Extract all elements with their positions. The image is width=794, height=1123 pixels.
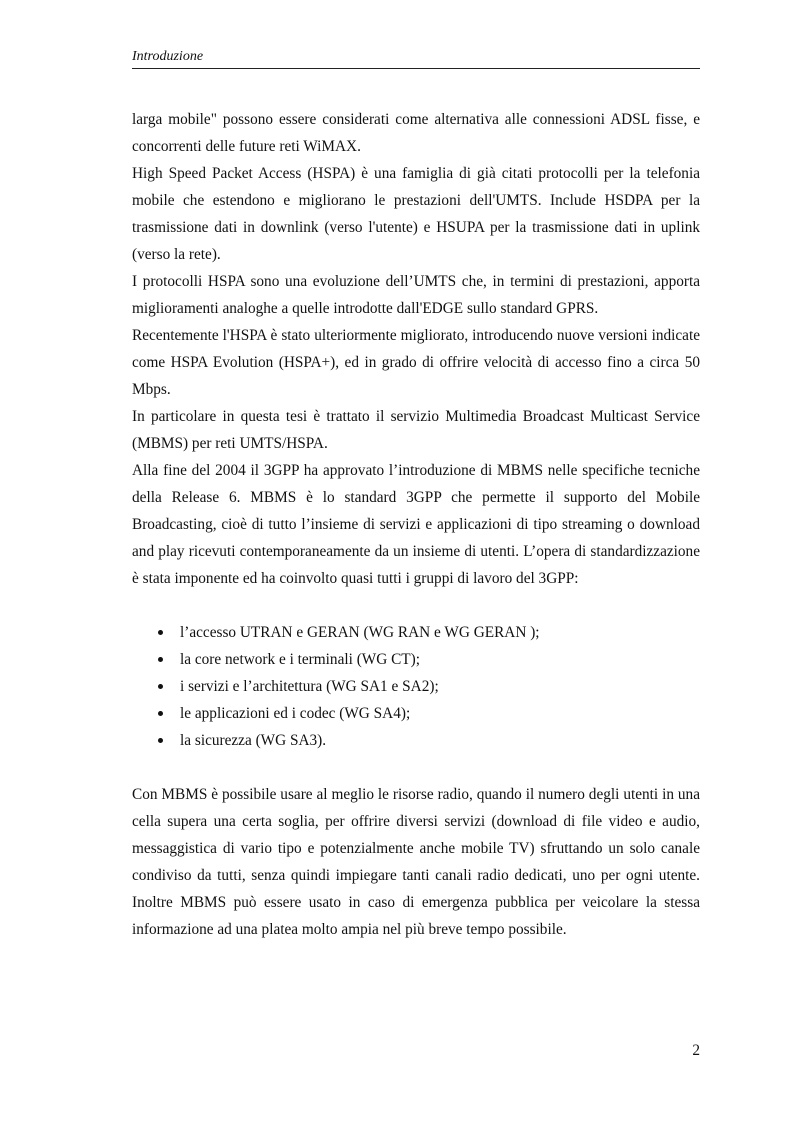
paragraph: larga mobile" possono essere considerati come alternativa alle connessioni ADSL fisse, e concorrenti delle future reti WiMAX.	[132, 111, 700, 155]
vertical-spacer	[132, 592, 700, 619]
bullet-icon	[158, 738, 163, 743]
list-item-text: la core network e i terminali (WG CT);	[180, 651, 420, 668]
paragraph: High Speed Packet Access (HSPA) è una famiglia di già citati protocolli per la telefonia mobile che estendono e migliorano le prestazioni dell'UMTS. Include HSDPA per la trasmissione dati in downlink (verso l'utente) e HSUPA per la trasmissione dati in uplink (verso la rete).	[132, 165, 700, 263]
running-header: Introduzione	[132, 49, 204, 64]
bullet-icon	[158, 684, 163, 689]
list-item	[132, 727, 700, 754]
paragraph: In particolare in questa tesi è trattato il servizio Multimedia Broadcast Multicast Service (MBMS) per reti UMTS/HSPA.	[132, 408, 700, 452]
bullet-icon	[158, 711, 163, 716]
paragraph: Con MBMS è possibile usare al meglio le risorse radio, quando il numero degli utenti in una cella supera una certa soglia, per offrire diversi servizi (download di file video e audio, messaggistica di vario tipo e potenzialmente anche mobile TV) sfruttando un solo canale condiviso da tutti, senza quindi impiegare tanti canali radio dedicati, uno per ogni utente. Inoltre MBMS può essere usato in caso di emergenza pubblica per veicolare la stessa informazione ad una platea molto ampia nel più breve tempo possibile.	[132, 786, 700, 938]
bullet-icon	[158, 657, 163, 662]
list-item	[132, 619, 700, 646]
bullet-icon	[158, 630, 163, 635]
paragraph: Recentemente l'HSPA è stato ulteriormente migliorato, introducendo nuove versioni indicate come HSPA Evolution (HSPA+), ed in grado di offrire velocità di accesso fino a circa 50 Mbps.	[132, 327, 700, 398]
body-text	[132, 106, 700, 943]
vertical-spacer	[132, 754, 700, 781]
list-item	[132, 673, 700, 700]
list-item	[132, 646, 700, 673]
paragraph: I protocolli HSPA sono una evoluzione dell’UMTS che, in termini di prestazioni, apporta miglioramenti analoghe a quelle introdotte dall'EDGE sullo standard GPRS.	[132, 273, 700, 317]
bullet-list	[132, 619, 700, 754]
list-item-text: i servizi e l’architettura (WG SA1 e SA2);	[180, 678, 439, 695]
page-number: 2	[692, 1042, 700, 1059]
list-item-text: l’accesso UTRAN e GERAN (WG RAN e WG GERAN );	[180, 624, 540, 641]
header-rule	[132, 68, 700, 69]
list-item-text: la sicurezza (WG SA3).	[180, 732, 327, 749]
list-item-text: le applicazioni ed i codec (WG SA4);	[180, 705, 411, 722]
paragraph: Alla fine del 2004 il 3GPP ha approvato l’introduzione di MBMS nelle specifiche tecniche della Release 6. MBMS è lo standard 3GPP che permette il supporto del Mobile Broadcasting, cioè di tutto l’insieme di servizi e applicazioni di tipo streaming o download and play ricevuti contemporaneamente da un insieme di utenti. L’opera di standardizzazione è stata imponente ed ha coinvolto quasi tutti i gruppi di lavoro del 3GPP:	[132, 462, 700, 587]
list-item	[132, 700, 700, 727]
